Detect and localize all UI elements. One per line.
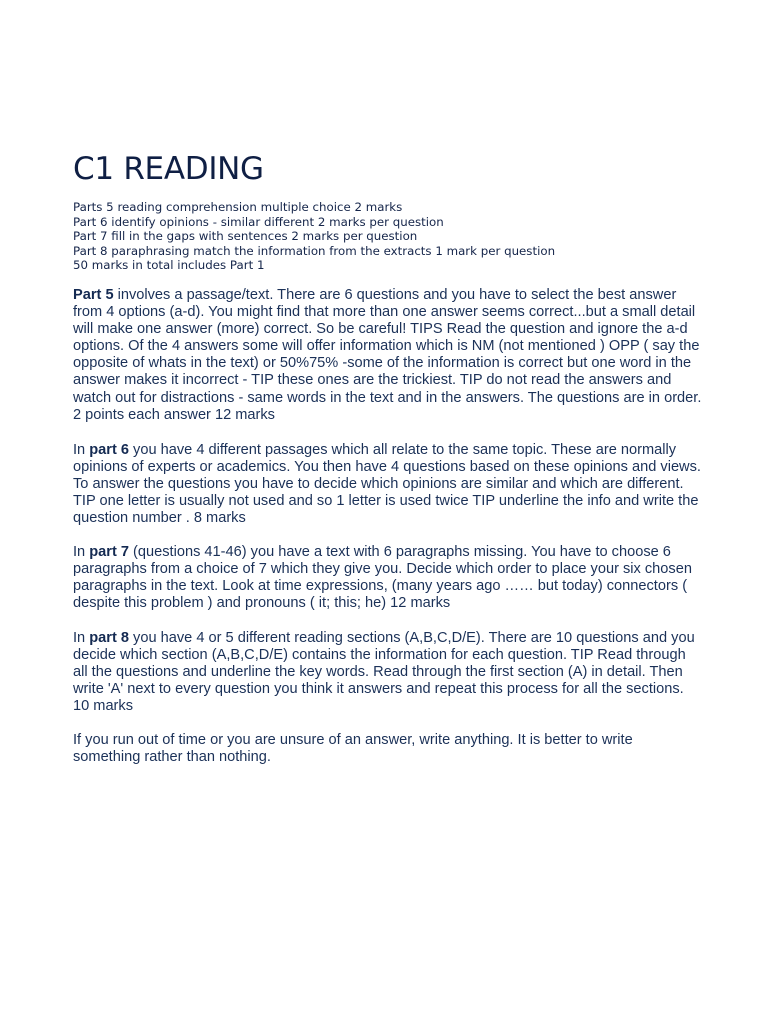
summary-line: 50 marks in total includes Part 1 [73,258,265,273]
part5-heading: Part 5 [73,286,114,303]
part8-paragraph [73,630,703,715]
summary-line: Part 8 paraphrasing match the information from the extracts 1 mark per question [73,243,556,258]
part6-paragraph [73,442,703,527]
part7-heading: part 7 [89,544,129,561]
part7-text: (questions 41-46) you have a text with 6 paragraphs missing. You have to choose 6 paragraphs from a choice of 7 which they give you. Decide which order to place your six chosen paragraphs in the text. Look at time expressions, (many years ago …… but today) connectors ( despite this problem ) and pronouns ( it; this; he) 12 marks [73,544,692,612]
document-page [73,150,703,766]
page-title: C1 READING [73,151,264,187]
part8-text: you have 4 or 5 different reading sections (A,B,C,D/E). There are 10 questions and you decide which section (A,B,C,D/E) contains the information for each question. TIP Read through all the questions and underline the key words. Read through the first section (A) in detail. Then write 'A' next to every question you think it answers and repeat this process for all the sections. 10 marks [73,629,695,714]
part5-text: involves a passage/text. There are 6 questions and you have to select the best answer from 4 options (a-d). You might find that more than one answer seems correct...but a small detail will make one answer (more) correct. So be careful! TIPS Read the question and ignore the a-d options. Of the 4 answers some will offer information which is NM (not mentioned ) OPP ( say the opposite of whats in the text) or 50%75% -some of the information is correct but one word in the answer makes it incorrect - TIP these ones are the trickiest. TIP do not read the answers and watch out for distractions - same words in the text and in the answers. The questions are in order. 2 points each answer 12 marks [73,286,702,423]
summary-line: Part 7 fill in the gaps with sentences 2 marks per question [73,229,418,244]
part6-text: you have 4 different passages which all relate to the same topic. These are normally opinions of experts or academics. You then have 4 questions based on these opinions and views. To answer the questions you have to decide which opinions are similar and which are different. TIP one letter is usually not used and so 1 letter is used twice TIP underline the info and write the question number . 8 marks [73,441,701,527]
part6-heading: part 6 [89,441,129,458]
part5-paragraph [73,287,703,424]
summary-line: Part 6 identify opinions - similar different 2 marks per question [73,214,444,229]
part8-heading: part 8 [89,629,129,646]
summary-line: Parts 5 reading comprehension multiple choice 2 marks [73,200,403,214]
part6-lead: In [73,441,90,458]
marks-summary [73,200,703,273]
closing-paragraph: If you run out of time or you are unsure of an answer, write anything. It is better to write something rather than nothing. [73,732,633,766]
part7-lead: In [73,544,90,561]
part7-paragraph [73,544,703,612]
part8-lead: In [73,629,90,646]
